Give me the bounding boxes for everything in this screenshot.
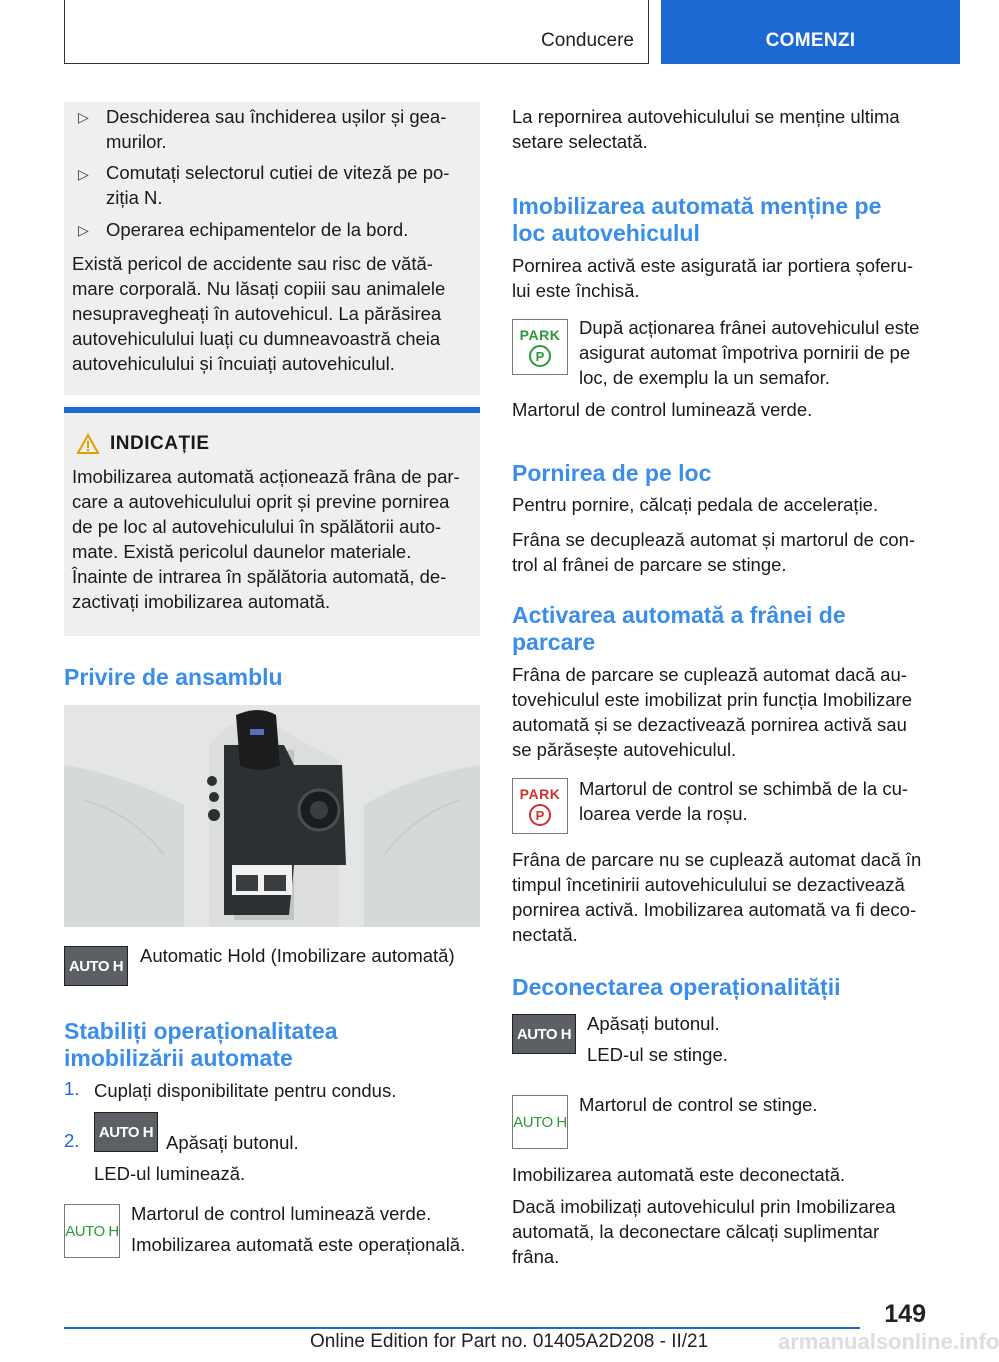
overview-heading: Privire de ansamblu [64,664,283,690]
notice-text: Imobilizarea automată acționează frâna de par- care a autovehiculului oprit și previne pornirea de pe loc al autovehiculului în spălătorii auto- mate. Există pericolul daunelor materiale. Înainte de intrarea în spălătoria automată, de- zactivați imobilizarea automată. [72,466,460,612]
bullet-item: Operarea echipamentelor de la bord. [106,219,409,240]
green-text: Martorul de control luminează verde. [512,399,813,420]
start-text-1: Pentru pornire, călcați pedala de accelerație. [512,494,879,515]
activate-text: Frâna de parcare se cuplează automat dacă au- tovehiculul este imobilizat prin funcția Imobilizare automată și se dezactivează pornirea activă sau se părăsește autovehiculul. [512,664,912,760]
header-chapter-box [64,0,649,64]
notice-title: INDICAȚIE [110,433,210,454]
park-indicator-green-icon [512,319,568,375]
park-symbol: P [529,804,551,826]
led-off-text: LED-ul se stinge. [587,1044,728,1065]
page-number: 149 [884,1300,926,1328]
final-text: Dacă imobilizați autovehiculul prin Imobilizarea automată, la deconectare călcați suplimentar frâna. [512,1196,896,1267]
step-text: Cuplați disponibilitate pentru condus. [94,1080,397,1101]
park-indicator-red-icon [512,778,568,834]
park-label: PARK [519,327,561,343]
step-number: 2. [64,1130,80,1151]
bullet-marker: ▷ [78,109,89,125]
step-text: Apăsați butonul. [166,1132,299,1153]
auto-h-indicator-icon: AUTO H [512,1095,568,1149]
center-console-image [64,705,480,927]
edition-text: Online Edition for Part no. 01405A2D208 - II/21 [310,1331,709,1352]
chapter-title: Conducere [541,30,634,51]
disconnected-text: Imobilizarea automată este deconectată. [512,1164,846,1185]
restart-text: La repornirea autovehiculului se menține ultima setare selectată. [512,106,900,152]
danger-text: Există pericol de accidente sau risc de vătă- mare corporală. Nu lăsați copiii sau animalele nesupravegheați în autovehicul. La părăsirea autovehiculului luați cu dumneavoastră cheia autovehiculului și încuiați autovehiculul. [72,253,446,374]
activate-heading: Activarea automată a frânei de parcare [512,602,846,655]
auto-h-button-icon: AUTO H [94,1112,158,1152]
step-item [64,1112,480,1160]
center-console-illustration [64,705,480,927]
park-label: PARK [519,786,561,802]
auto-h-button-icon: AUTO H [512,1014,576,1054]
park-symbol: P [529,345,551,367]
warning-triangle-icon [76,433,100,455]
notice-box [64,413,480,636]
auto-h-indicator-green-icon: AUTO H [64,1204,120,1258]
not-engage-text: Frâna de parcare nu se cuplează automat dacă în timpul încetinirii autovehiculului se dezactivează pornirea activă. Imobilizarea automată va fi deco- nectată. [512,849,922,945]
indicator-off-text: Martorul de control se stinge. [579,1094,818,1115]
step-item [64,1078,480,1108]
bullet-item: Comutați selectorul cutiei de viteză pe po- ziția N. [106,162,450,208]
park-text-2: Martorul de control se schimbă de la cu- loarea verde la roșu. [579,778,909,824]
operational-text: Imobilizarea automată este operațională. [131,1234,466,1255]
auto-h-caption: Automatic Hold (Imobilizare automată) [140,945,455,966]
auto-h-button-icon: AUTO H [64,946,128,986]
park-text-1: După acționarea frânei autovehiculul este asigurat automat împotriva pornirii de pe loc, de exemplu la un semafor. [579,317,920,388]
header-section-box [661,0,960,64]
press-button-text: Apăsați butonul. [587,1013,720,1034]
establish-heading: Stabiliți operaționalitatea imobilizării automate [64,1018,338,1071]
step-number: 1. [64,1078,80,1099]
section-title: COMENZI [765,30,856,51]
keeps-heading: Imobilizarea automată menține pe loc autovehiculul [512,193,882,246]
start-text-2: Frâna se decuplează automat și martorul de con- trol al frânei de parcare se stinge. [512,529,916,575]
warning-box-continued [64,102,480,395]
start-heading: Pornirea de pe loc [512,460,712,486]
watermark: armanualsonline.info [778,1329,999,1354]
bullet-item: Deschiderea sau închiderea ușilor și gea- murilor. [106,106,447,152]
indicator-green-text: Martorul de control luminează verde. [131,1203,432,1224]
footer-divider [64,1327,860,1329]
bullet-marker: ▷ [78,222,89,238]
keeps-text: Pornirea activă este asigurată iar portiera șoferu- lui este închisă. [512,255,914,301]
disconnect-heading: Deconectarea operaționalității [512,974,841,1000]
led-on-text: LED-ul luminează. [94,1163,246,1184]
bullet-marker: ▷ [78,166,89,182]
